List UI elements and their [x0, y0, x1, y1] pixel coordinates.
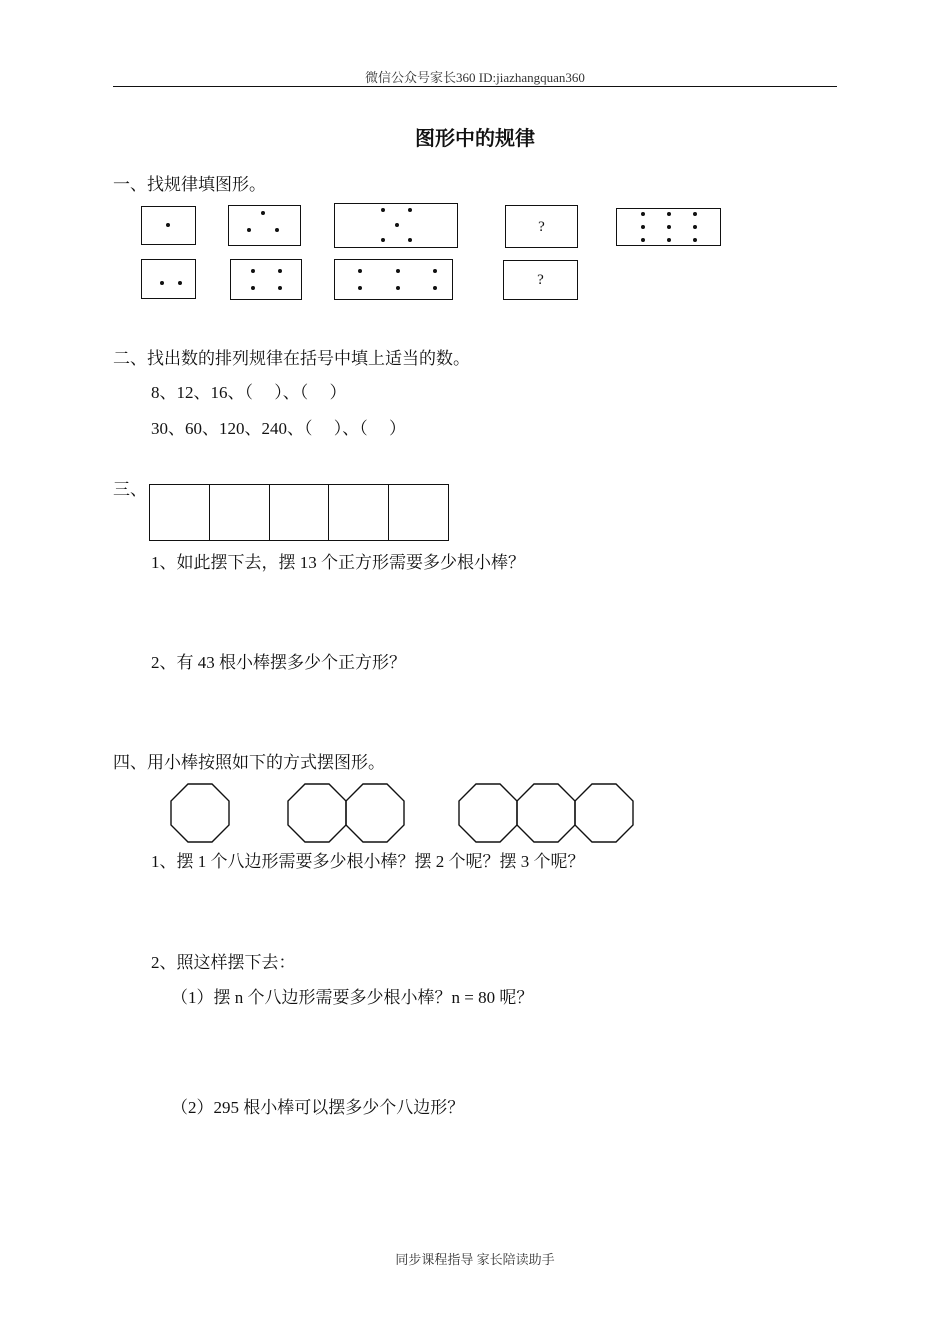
dot: [693, 212, 697, 216]
dot: [667, 212, 671, 216]
pattern-box-2: [228, 205, 301, 246]
section4-heading: 四、用小棒按照如下的方式摆图形。: [113, 753, 385, 772]
dot: [693, 225, 697, 229]
section3-heading: 三、: [113, 480, 147, 499]
page-footer: 同步课程指导 家长陪读助手: [395, 1252, 555, 1267]
dot: [275, 228, 279, 232]
sequence-line-2: 30、60、120、240、（ ）、（ ）: [151, 419, 406, 438]
dot: [408, 208, 412, 212]
pattern-box-7: [141, 259, 196, 299]
dot: [358, 286, 362, 290]
pattern-box-1: [141, 206, 196, 245]
sequence-line-1: 8、12、16、（ ）、（ ）: [151, 383, 347, 402]
octagon-figures: [165, 780, 635, 850]
pattern-box-3: [334, 203, 458, 248]
section3-question-2: 2、有 43 根小棒摆多少个正方形？: [151, 653, 406, 672]
dot: [278, 286, 282, 290]
dot: [641, 225, 645, 229]
page-header: 微信公众号家长360 ID:jiazhangquan360: [365, 70, 585, 85]
square-cell: [210, 485, 270, 540]
pattern-box-unknown-1: [505, 205, 578, 248]
pattern-box-unknown-2: [503, 260, 578, 300]
dot: [251, 269, 255, 273]
dot: [667, 238, 671, 242]
dot: [381, 238, 385, 242]
section2-heading: 二、找出数的排列规律在括号中填上适当的数。: [113, 349, 470, 368]
pattern-box-6-dots: [616, 208, 721, 246]
dot: [408, 238, 412, 242]
square-cell: [150, 485, 210, 540]
dot: [395, 223, 399, 227]
section4-question-2a: （1）摆 n 个八边形需要多少根小棒？n = 80 呢？: [171, 988, 534, 1007]
octagon-shape: [575, 784, 633, 842]
octagon-shape: [171, 784, 229, 842]
dot: [433, 269, 437, 273]
page-title: 图形中的规律: [415, 126, 535, 150]
dot: [396, 286, 400, 290]
section1-heading: 一、找规律填图形。: [113, 175, 266, 194]
square-cell: [389, 485, 448, 540]
section3-question-1: 1、如此摆下去，摆 13 个正方形需要多少根小棒？: [151, 553, 525, 572]
dot: [251, 286, 255, 290]
dot: [166, 223, 170, 227]
question-mark: ?: [538, 218, 545, 235]
dot: [641, 238, 645, 242]
dot: [667, 225, 671, 229]
dot: [641, 212, 645, 216]
dot: [178, 281, 182, 285]
dot: [247, 228, 251, 232]
octagon-shape: [517, 784, 575, 842]
section4-question-2b: （2）295 根小棒可以摆多少个八边形？: [171, 1098, 465, 1117]
section4-question-1: 1、摆 1 个八边形需要多少根小棒？摆 2 个呢？摆 3 个呢？: [151, 852, 585, 871]
dot: [358, 269, 362, 273]
dot: [433, 286, 437, 290]
pattern-box-9: [334, 259, 453, 300]
dot: [396, 269, 400, 273]
octagon-shape: [346, 784, 404, 842]
square-cell: [270, 485, 330, 540]
question-mark: ?: [537, 272, 544, 288]
section4-question-2: 2、照这样摆下去：: [151, 953, 296, 972]
pattern-box-8: [230, 259, 302, 300]
dot: [278, 269, 282, 273]
matchstick-squares: [149, 484, 449, 541]
octagon-group-3: [459, 784, 633, 842]
dot: [693, 238, 697, 242]
dot: [261, 211, 265, 215]
octagon-group-2: [288, 784, 404, 842]
square-cell: [329, 485, 389, 540]
octagon-group-1: [171, 784, 229, 842]
header-divider: [113, 86, 837, 87]
octagon-shape: [459, 784, 517, 842]
dot: [381, 208, 385, 212]
octagon-shape: [288, 784, 346, 842]
dot: [160, 281, 164, 285]
